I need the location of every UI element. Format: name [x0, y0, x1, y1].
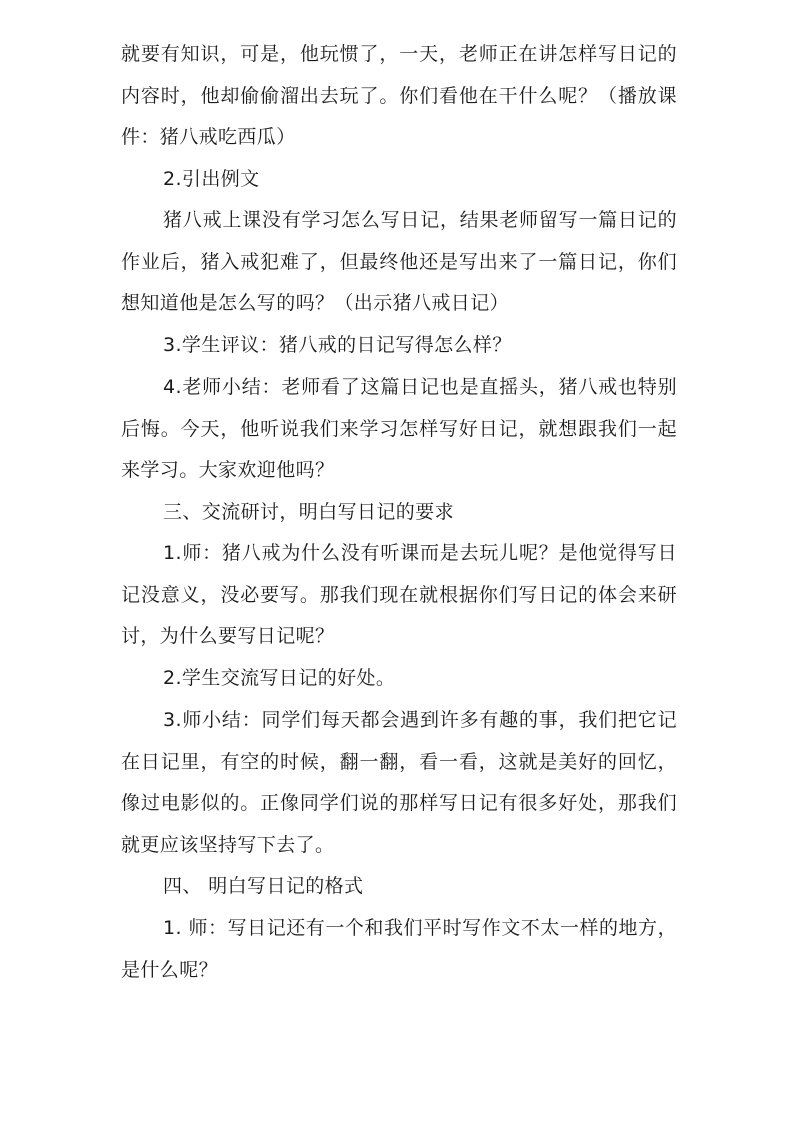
- paragraph-section-4-item-1: 1. 师：写日记还有一个和我们平时写作文不太一样的地方，是什么呢？: [121, 917, 677, 981]
- paragraph-intro: 就要有知识，可是，他玩惯了，一天，老师正在讲怎样写日记的内容时，他却偷偷溜出去玩了。你们看他在干什么呢？（播放课件：猪八戒吃西瓜）: [121, 43, 677, 148]
- paragraph-step-3: 3.学生评议：猪八戒的日记写得怎么样？: [163, 334, 512, 356]
- paragraph-section-3-item-3: 3.师小结：同学们每天都会遇到许多有趣的事，我们把它记在日记里，有空的时候，翻一翻，看一看，这就是美好的回忆，像过电影似的。正像同学们说的那样写日记有很多好处，那我们就更应该坚持写下去了。: [121, 709, 677, 856]
- paragraph-step-4: 4.老师小结：老师看了这篇日记也是直摇头，猪八戒也特别后悔。今天，他听说我们来学习怎样写好日记，就想跟我们一起来学习。大家欢迎他吗？: [121, 376, 677, 481]
- paragraph-section-3-item-1: 1.师：猪八戒为什么没有听课而是去玩儿呢？是他觉得写日记没意义，没必要写。那我们现在就根据你们写日记的体会来研讨，为什么要写日记呢？: [121, 542, 677, 647]
- section-heading-3: 三、交流研讨，明白写日记的要求: [163, 501, 455, 523]
- paragraph-step-2-heading: 2.引出例文: [163, 168, 260, 190]
- paragraph-step-2-body: 猪八戒上课没有学习怎么写日记，结果老师留写一篇日记的作业后，猪入戒犯难了，但最终他还是写出来了一篇日记，你们想知道他是怎么写的吗？（出示猪八戒日记）: [121, 209, 677, 314]
- section-heading-4: 四、 明白写日记的格式: [163, 875, 364, 897]
- paragraph-section-3-item-2: 2.学生交流写日记的好处。: [163, 667, 396, 689]
